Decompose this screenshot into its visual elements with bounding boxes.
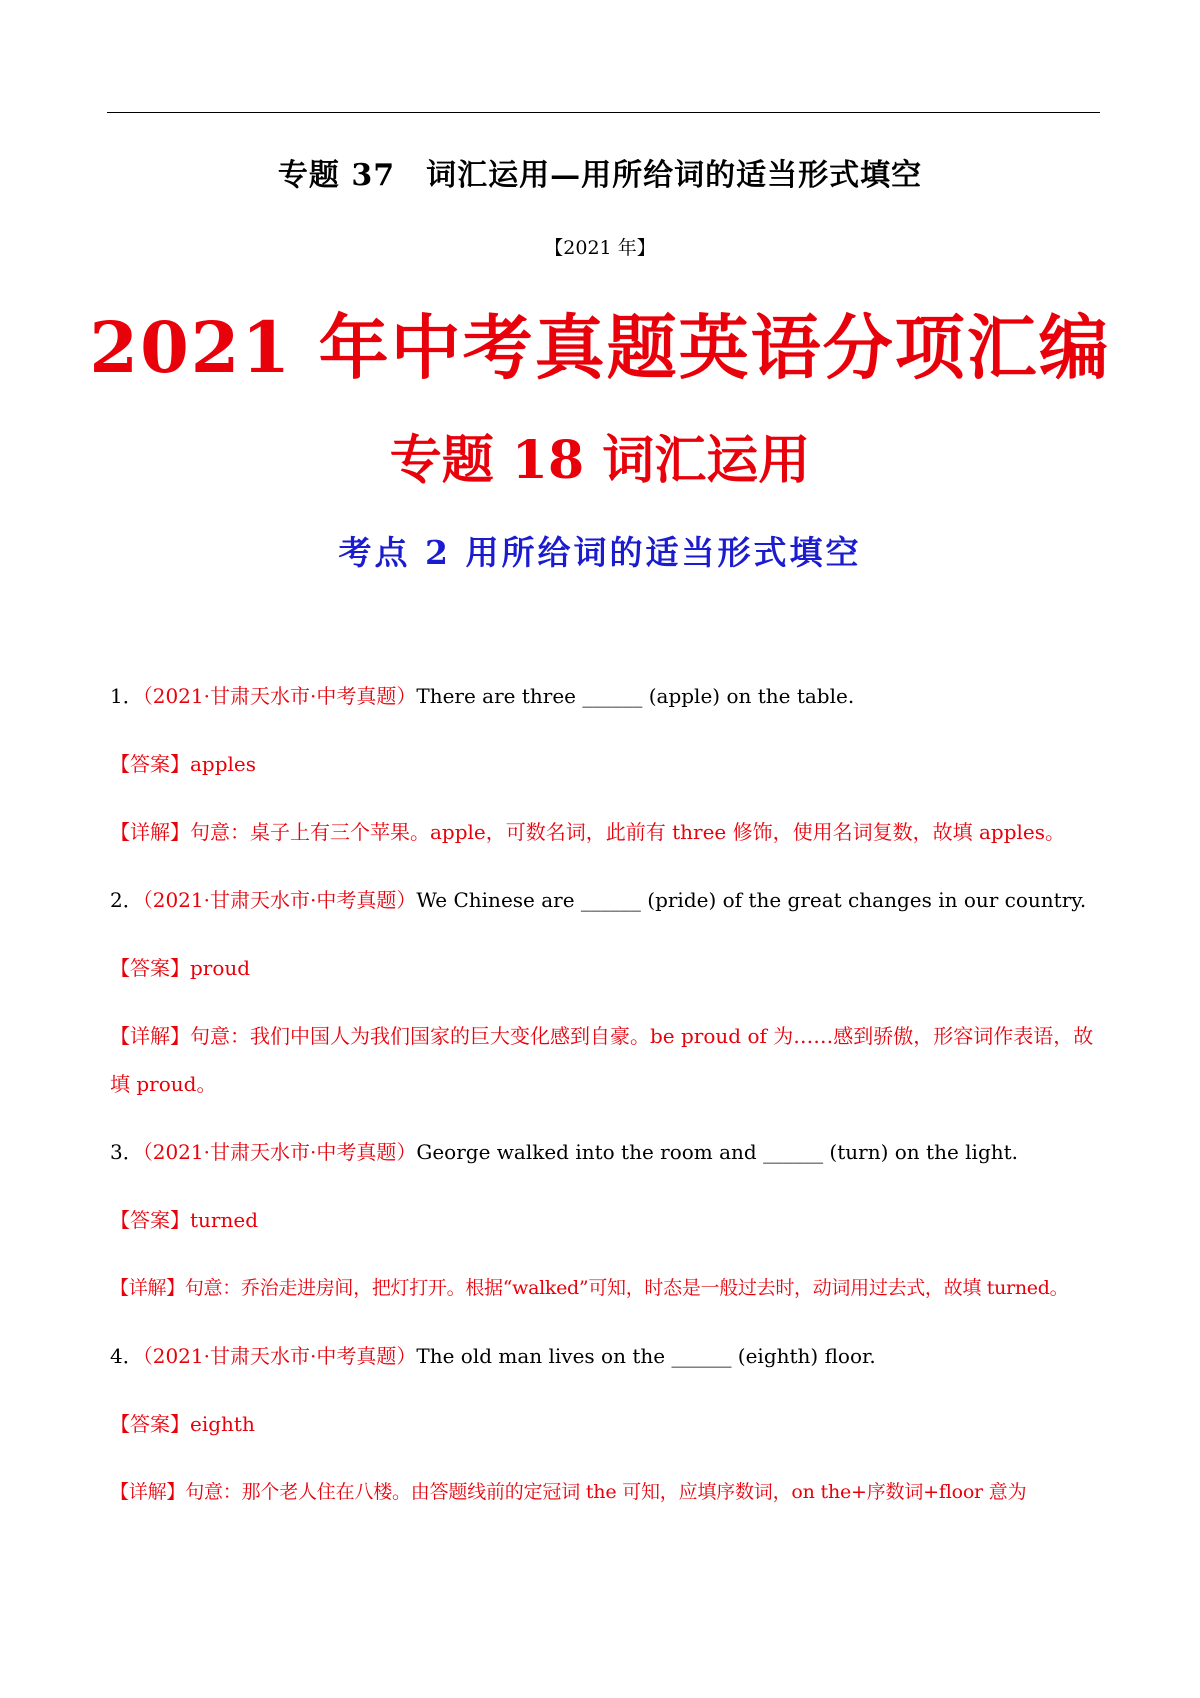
answer-value: apples xyxy=(190,752,257,776)
detail-text: 句意：桌子上有三个苹果。apple，可数名词，此前有 three 修饰，使用名词复数，故填 apples。 xyxy=(190,820,1066,844)
detail-text: 句意：那个老人住在八楼。由答题线前的定冠词 the 可知，应填序数词，on the+序数词+floor 意为 xyxy=(185,1481,1027,1503)
question-source: （2021·甘肃天水市·中考真题） xyxy=(142,1344,417,1368)
question-text: We Chinese are ______ (pride) of the great changes in our country. xyxy=(416,888,1087,912)
answer-label: 【答案】 xyxy=(110,1208,190,1232)
detail-label: 【详解】 xyxy=(110,1024,190,1048)
point-title: 考点 2 用所给词的适当形式填空 xyxy=(338,533,862,572)
answer-label: 【答案】 xyxy=(110,956,190,980)
main-title: 2021 年中考真题英语分项汇编 xyxy=(89,306,1111,389)
question-text: The old man lives on the ______ (eighth) floor. xyxy=(416,1344,876,1368)
answer-3 xyxy=(110,1203,1100,1237)
answer-value: eighth xyxy=(190,1412,255,1436)
answer-value: turned xyxy=(190,1208,258,1232)
detail-4 xyxy=(110,1475,1100,1509)
question-1 xyxy=(110,679,1100,713)
question-2 xyxy=(110,883,1100,917)
question-list xyxy=(110,679,1100,1543)
question-text: There are three ______ (apple) on the table. xyxy=(416,684,855,708)
question-4 xyxy=(110,1339,1100,1373)
answer-1 xyxy=(110,747,1100,781)
detail-label: 【详解】 xyxy=(110,1481,186,1503)
question-source: （2021·甘肃天水市·中考真题） xyxy=(142,684,417,708)
header-rule xyxy=(107,112,1100,113)
year-tag: 【2021 年】 xyxy=(544,237,656,259)
question-source: （2021·甘肃天水市·中考真题） xyxy=(142,1140,417,1164)
answer-label: 【答案】 xyxy=(110,1412,190,1436)
detail-1 xyxy=(110,815,1100,849)
question-text: George walked into the room and ______ (turn) on the light. xyxy=(416,1140,1019,1164)
question-number: 2． xyxy=(110,888,143,912)
question-number: 3． xyxy=(110,1140,143,1164)
question-number: 4． xyxy=(110,1344,143,1368)
question-source: （2021·甘肃天水市·中考真题） xyxy=(142,888,417,912)
detail-3 xyxy=(110,1271,1100,1305)
question-3 xyxy=(110,1135,1100,1169)
detail-text: 句意：我们中国人为我们国家的巨大变化感到自豪。be proud of 为……感到骄傲，形容词作表语，故填 proud。 xyxy=(110,1024,1094,1096)
topic-title: 专题 37 词汇运用—用所给词的适当形式填空 xyxy=(277,158,923,193)
answer-value: proud xyxy=(190,956,251,980)
detail-label: 【详解】 xyxy=(110,1277,185,1299)
answer-label: 【答案】 xyxy=(110,752,190,776)
sub-title: 专题 18 词汇运用 xyxy=(389,430,811,491)
answer-4 xyxy=(110,1407,1100,1441)
detail-label: 【详解】 xyxy=(110,820,190,844)
detail-text: 句意：乔治走进房间，把灯打开。根据“walked”可知，时态是一般过去时，动词用过去式，故填 turned。 xyxy=(184,1277,1069,1299)
question-number: 1． xyxy=(110,684,143,708)
answer-2 xyxy=(110,951,1100,985)
detail-2 xyxy=(110,1012,1100,1108)
